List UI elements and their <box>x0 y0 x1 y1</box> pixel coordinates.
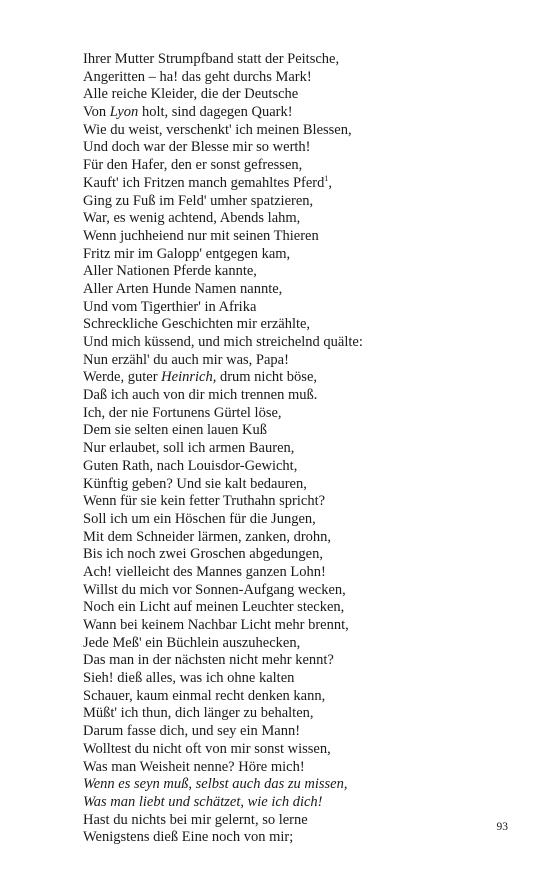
line-text: Müßt' ich thun, dich länger zu behalten, <box>83 705 314 722</box>
line-text: Darum fasse dich, und sey ein Mann! <box>83 723 301 740</box>
line-text: Noch ein Licht auf meinen Leuchter stecken, <box>83 599 345 616</box>
poem-line <box>83 493 363 511</box>
poem-text <box>83 51 363 847</box>
line-text: Künftig geben? Und sie kalt bedauren, <box>83 475 307 492</box>
line-text: Schreckliche Geschichten mir erzählte, <box>83 316 311 333</box>
poem-line <box>83 422 363 440</box>
line-text: Guten Rath, nach Louisdor-Gewicht, <box>83 457 298 474</box>
poem-line <box>83 210 363 228</box>
italic-text: Was man liebt und schätzet, wie ich dich! <box>83 793 323 810</box>
page-number: 93 <box>496 821 508 833</box>
line-text: Daß ich auch von dir mich trennen muß. <box>83 387 318 404</box>
line-text: Wenigstens dieß Eine noch von mir; <box>83 829 294 846</box>
line-text: Wenn juchheiend nur mit seinen Thieren <box>83 227 319 244</box>
poem-line <box>83 705 363 723</box>
poem-line <box>83 635 363 653</box>
poem-line <box>83 670 363 688</box>
line-text: holt, sind dagegen Quark! <box>138 104 293 121</box>
italic-text: Wenn es seyn muß, selbst auch das zu missen, <box>83 776 348 793</box>
poem-line <box>83 564 363 582</box>
line-text: Sieh! dieß alles, was ich ohne kalten <box>83 670 295 687</box>
poem-line <box>83 122 363 140</box>
poem-line <box>83 104 363 122</box>
line-text: Wie du weist, verschenkt' ich meinen Blessen, <box>83 121 352 138</box>
line-text: Nur erlaubet, soll ich armen Bauren, <box>83 440 295 457</box>
line-text: Bis ich noch zwei Groschen abgedungen, <box>83 546 323 563</box>
poem-line <box>83 228 363 246</box>
poem-line <box>83 263 363 281</box>
poem-line <box>83 776 363 794</box>
poem-line <box>83 599 363 617</box>
line-text: , <box>328 174 333 191</box>
poem-line <box>83 688 363 706</box>
line-text: Was man Weisheit nenne? Höre mich! <box>83 758 305 775</box>
line-text: Soll ich um ein Höschen für die Jungen, <box>83 510 316 527</box>
footnote-marker: 1 <box>324 173 329 183</box>
poem-line <box>83 387 363 405</box>
line-text: Ging zu Fuß im Feld' umher spatzieren, <box>83 192 314 209</box>
poem-line <box>83 175 363 193</box>
line-text: Willst du mich vor Sonnen-Aufgang wecken, <box>83 581 346 598</box>
poem-line <box>83 511 363 529</box>
poem-line <box>83 299 363 317</box>
poem-line <box>83 334 363 352</box>
poem-line <box>83 193 363 211</box>
line-text: Dem sie selten einen lauen Kuß <box>83 422 268 439</box>
line-text: Hast du nichts bei mir gelernt, so lerne <box>83 811 308 828</box>
line-text: drum nicht böse, <box>216 369 318 386</box>
poem-line <box>83 352 363 370</box>
poem-line <box>83 316 363 334</box>
poem-line <box>83 812 363 830</box>
italic-text: Heinrich, <box>161 369 217 386</box>
poem-line <box>83 281 363 299</box>
line-text: Von <box>83 104 110 121</box>
line-text: Ach! vielleicht des Mannes ganzen Lohn! <box>83 563 326 580</box>
poem-line <box>83 458 363 476</box>
poem-line <box>83 529 363 547</box>
line-text: Jede Meß' ein Büchlein auszuhecken, <box>83 634 301 651</box>
poem-line <box>83 741 363 759</box>
poem-line <box>83 723 363 741</box>
line-text: Aller Nationen Pferde kannte, <box>83 263 257 280</box>
line-text: War, es wenig achtend, Abends lahm, <box>83 210 301 227</box>
poem-line <box>83 139 363 157</box>
poem-line <box>83 582 363 600</box>
line-text: Und mich küssend, und mich streichelnd quälte: <box>83 334 363 350</box>
poem-line <box>83 69 363 87</box>
line-text: Ich, der nie Fortunens Gürtel löse, <box>83 404 282 421</box>
line-text: Und vom Tigerthier' in Afrika <box>83 298 257 315</box>
line-text: Ihrer Mutter Strumpfband statt der Peitsche, <box>83 51 340 67</box>
line-text: Kauft' ich Fritzen manch gemahltes Pferd <box>83 174 325 191</box>
line-text: Und doch war der Blesse mir so werth! <box>83 139 311 156</box>
poem-line <box>83 246 363 264</box>
line-text: Alle reiche Kleider, die der Deutsche <box>83 86 299 103</box>
poem-line <box>83 369 363 387</box>
line-text: Wolltest du nicht oft von mir sonst wissen, <box>83 740 331 757</box>
line-text: Angeritten – ha! das geht durchs Mark! <box>83 68 312 85</box>
poem-line <box>83 440 363 458</box>
italic-text: Lyon <box>109 104 139 121</box>
poem-line <box>83 405 363 423</box>
poem-line <box>83 759 363 777</box>
line-text: Wann bei keinem Nachbar Licht mehr brennt, <box>83 617 349 633</box>
line-text: Nun erzähl' du auch mir was, Papa! <box>83 351 289 368</box>
poem-line <box>83 476 363 494</box>
line-text: Für den Hafer, den er sonst gefressen, <box>83 157 303 174</box>
poem-line <box>83 829 363 847</box>
line-text: Mit dem Schneider lärmen, zanken, drohn, <box>83 528 332 545</box>
poem-line <box>83 652 363 670</box>
line-text: Wenn für sie kein fetter Truthahn spricht? <box>83 493 326 510</box>
poem-line <box>83 157 363 175</box>
poem-line <box>83 546 363 564</box>
poem-line <box>83 86 363 104</box>
line-text: Das man in der nächsten nicht mehr kennt? <box>83 652 334 669</box>
line-text: Aller Arten Hunde Namen nannte, <box>83 280 283 297</box>
poem-line <box>83 617 363 635</box>
line-text: Werde, guter <box>83 369 162 386</box>
line-text: Schauer, kaum einmal recht denken kann, <box>83 687 326 704</box>
poem-line <box>83 51 363 69</box>
line-text: Fritz mir im Galopp' entgegen kam, <box>83 245 291 262</box>
poem-line <box>83 794 363 812</box>
